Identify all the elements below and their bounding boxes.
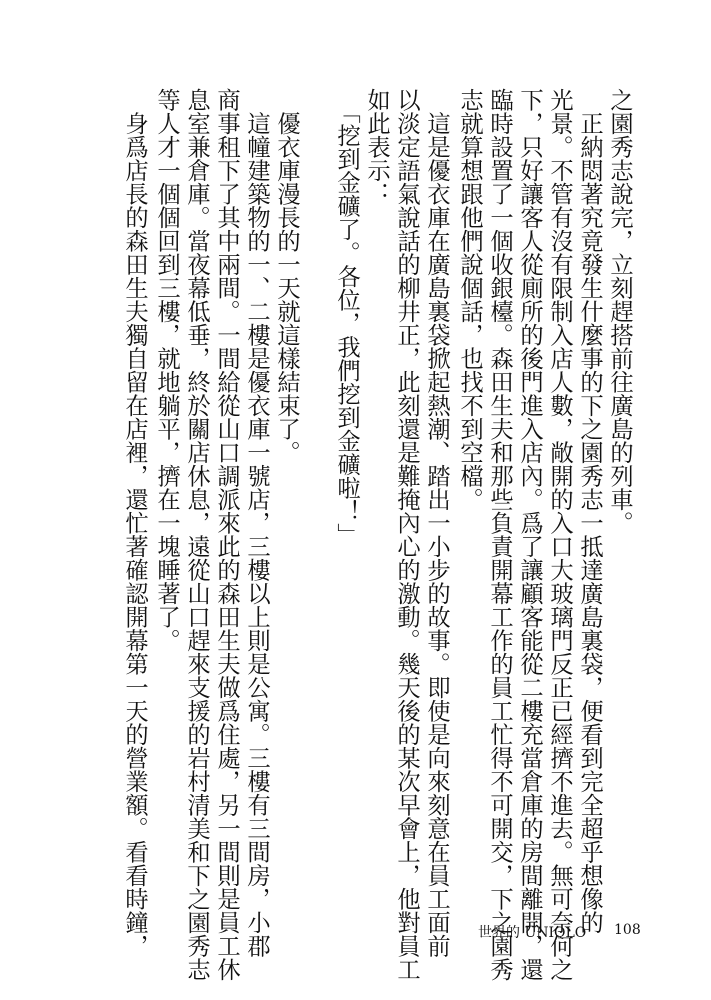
text-column: 這幢建築物的一、二樓是優衣庫一號店，三樓以上則是公寓。三樓有三間房，小郡 (243, 88, 270, 958)
text-column: 等人才一個個回到三樓，就地躺平，擠在一塊睡著了。 (153, 88, 180, 652)
dialogue-quote: 「挖到金礦了。各位，我們挖到金礦啦！」 (333, 88, 360, 547)
text-column: 商事租下了其中兩間。一間給從山口調派來此的森田生夫做爲住處，另一間則是員工休 (213, 88, 240, 981)
text-column: 之園秀志說完，立刻趕搭前往廣島的列車。 (606, 88, 633, 535)
text-column: 志就算想跟他們說個話，也找不到空檔。 (456, 88, 483, 511)
text-column: 正納悶著究竟發生什麼事的下之園秀志一抵達廣島裏袋，便看到完全超乎想像的 (576, 88, 603, 934)
text-column: 這是優衣庫在廣島裏袋掀起熱潮、踏出一小步的故事。即使是向來刻意在員工面前 (423, 88, 450, 958)
text-column: 息室兼倉庫。當夜幕低垂，終於關店休息，遠從山口趕來支援的岩村清美和下之園秀志 (183, 88, 210, 981)
text-column: 優衣庫漫長的一天就這樣結束了。 (273, 88, 300, 464)
text-column: 身爲店長的森田生夫獨自留在店裡，還忙著確認開幕第一天的營業額。看看時鐘， (121, 88, 148, 958)
text-column: 臨時設置了一個收銀檯。森田生夫和那些負責開幕工作的員工忙得不可開交，下之園秀 (486, 88, 513, 981)
text-column: 如此表示： (363, 88, 390, 206)
text-column: 以淡定語氣說話的柳井正，此刻還是難掩內心的激動。幾天後的某次早會上，他對員工 (393, 88, 420, 981)
text-column: 下，只好讓客人從廁所的後門進入店內。爲了讓顧客能從二樓充當倉庫的房間離開，還 (516, 88, 543, 981)
running-footer-title: 世界的 UNIQLO (478, 925, 587, 941)
text-column: 光景。不管有沒有限制入店人數，敞開的入口大玻璃門反正已經擠不進去。無可奈何之 (546, 88, 573, 981)
page-number: 108 (614, 922, 641, 938)
